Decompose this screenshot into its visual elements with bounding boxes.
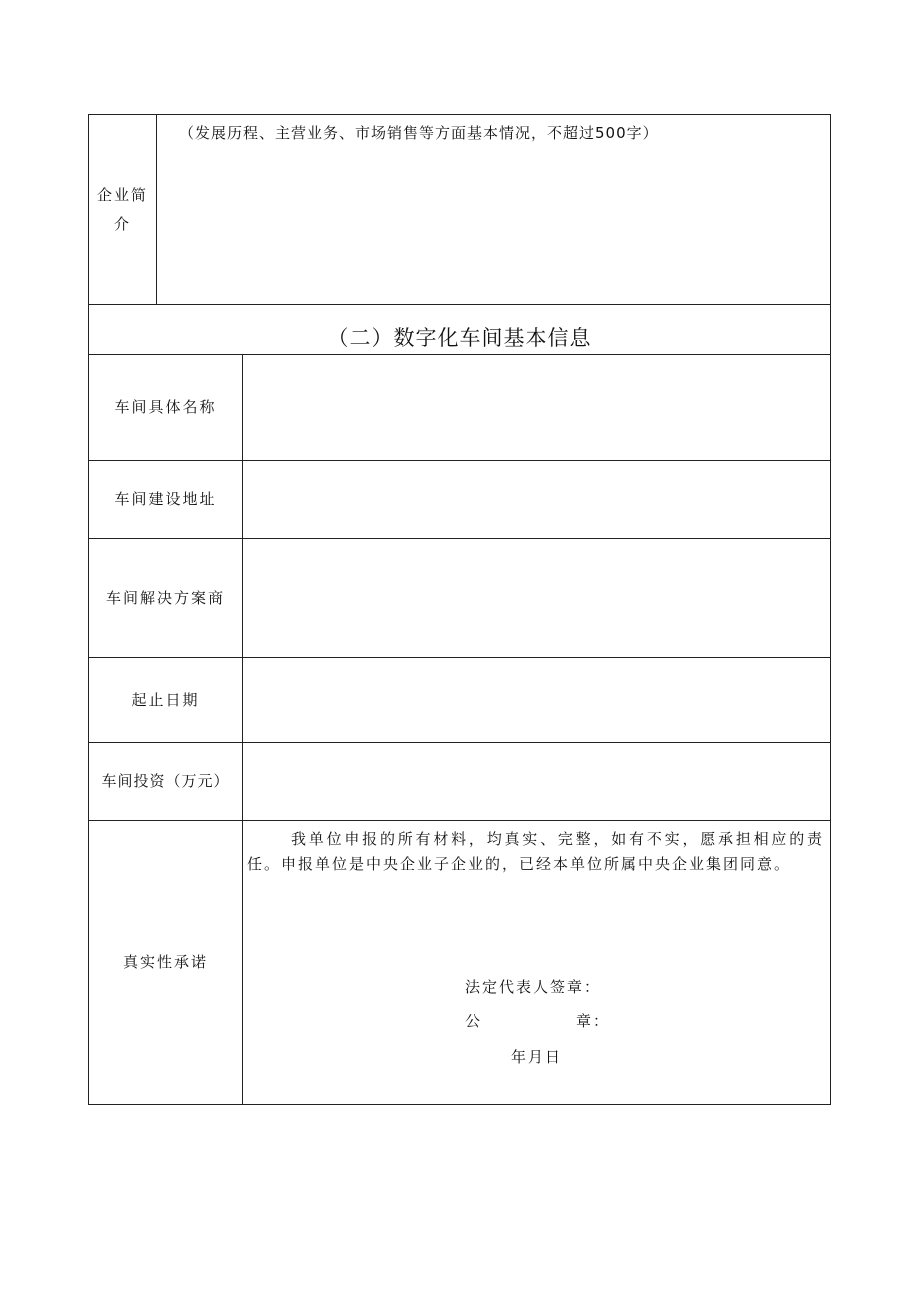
pledge-row [89,821,830,1104]
workshop-address-label: 车间建设地址 [89,461,243,538]
company-intro-row [89,115,830,305]
seal-label-right[interactable]: 章： [576,1012,611,1030]
workshop-name-field[interactable] [243,355,830,460]
pledge-label: 真实性承诺 [89,821,243,1104]
investment-label: 车间投资（万元） [89,743,243,820]
seal-label-left: 公 [465,1012,483,1030]
rep-signature-label[interactable]: 法定代表人签章： [465,978,602,996]
application-form-table [88,114,831,1105]
solution-provider-field[interactable] [243,539,830,657]
date-range-field[interactable] [243,658,830,742]
solution-provider-label: 车间解决方案商 [89,539,243,657]
section-title: （二）数字化车间基本信息 [327,325,592,350]
field-row-workshop-address [89,461,830,539]
section-title-row [89,305,830,355]
field-row-investment [89,743,830,821]
company-intro-field[interactable] [157,115,830,304]
pledge-content [243,821,830,1104]
workshop-name-label: 车间具体名称 [89,355,243,460]
date-label[interactable]: 年月日 [511,1048,563,1066]
workshop-address-field[interactable] [243,461,830,538]
field-row-date-range [89,658,830,743]
company-intro-hint: （发展历程、主营业务、市场销售等方面基本情况，不超过500字） [179,124,659,142]
field-row-solution-provider [89,539,830,658]
date-range-label: 起止日期 [89,658,243,742]
company-intro-label: 企业简介 [89,115,157,304]
investment-field[interactable] [243,743,830,820]
pledge-text: 我单位申报的所有材料，均真实、完整，如有不实，愿承担相应的责任。申报单位是中央企业子企业的，已经本单位所属中央企业集团同意。 [247,830,824,873]
field-row-workshop-name [89,355,830,461]
